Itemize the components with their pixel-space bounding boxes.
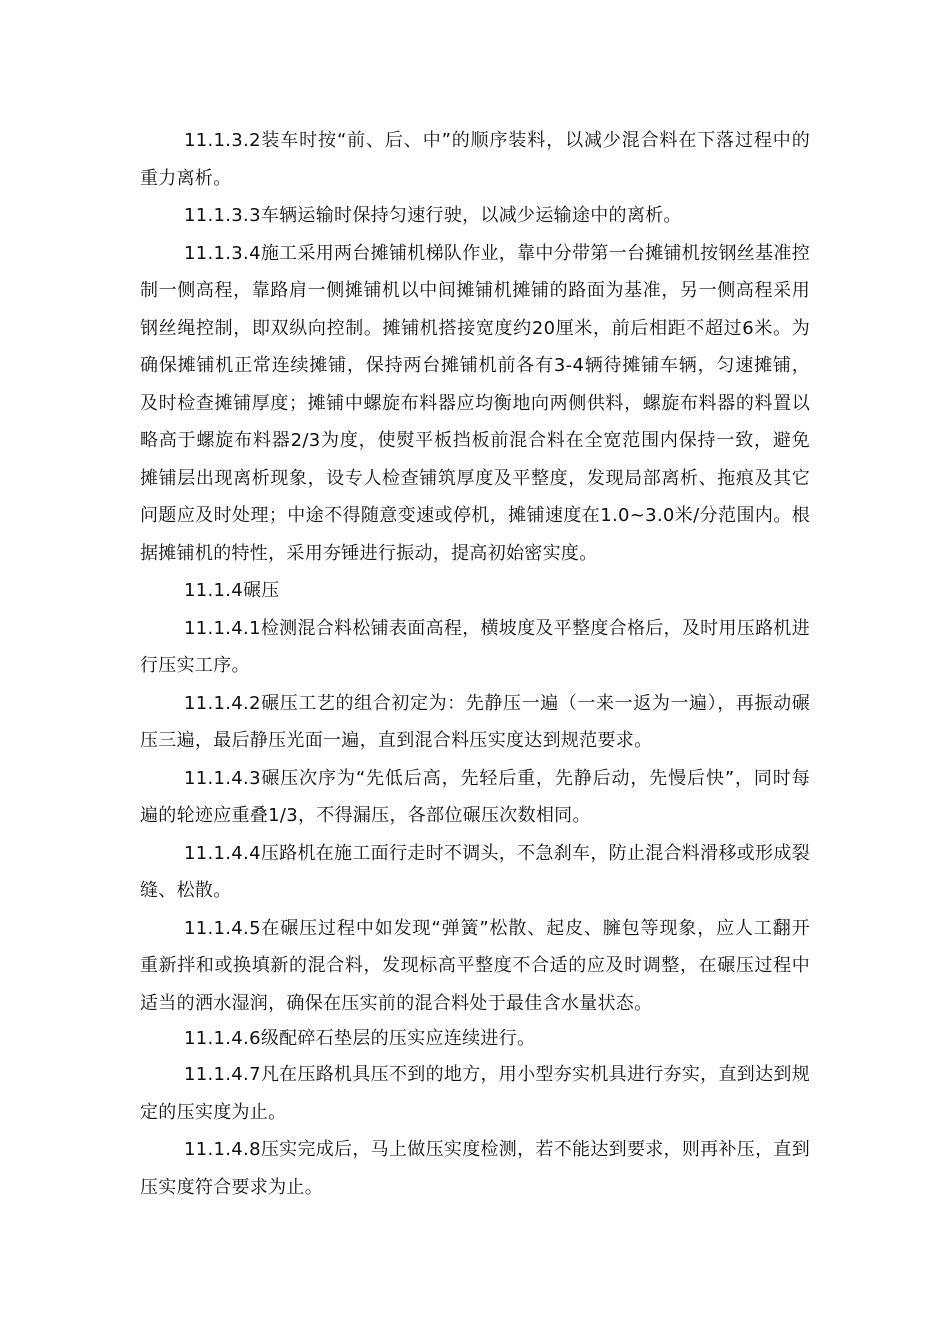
paragraph-11-1-4-6: 11.1.4.6级配碎石垫层的压实应连续进行。 [184,1028,536,1049]
paragraph-11-1-4-5: 11.1.4.5在碾压过程中如发现“弹簧”松散、起皮、臃包等现象，应人工翻开重新拌和或换填新的混合料，发现标高平整度不合适的应及时调整，在碾压过程中适当的洒水湿润，确保在压实前的混合料处于最佳含水量状态。 [140,917,810,1014]
document-page [140,122,810,1206]
paragraph-11-1-4-7: 11.1.4.7凡在压路机具压不到的地方，用小型夯实机具进行夯实，直到达到规定的压实度为止。 [140,1064,810,1123]
paragraph-11-1-4-1: 11.1.4.1检测混合料松铺表面高程，横坡度及平整度合格后，及时用压路机进行压实工序。 [140,617,810,676]
paragraph-11-1-3-3: 11.1.3.3车辆运输时保持匀速行驶，以减少运输途中的离析。 [184,205,682,226]
paragraph-11-1-3-4: 11.1.3.4施工采用两台摊铺机梯队作业，靠中分带第一台摊铺机按钢丝基准控制一侧高程，靠路肩一侧摊铺机以中间摊铺机摊铺的路面为基准，另一侧高程采用钢丝绳控制，即双纵向控制。摊铺机搭接宽度约20厘米，前后相距不超过6米。为确保摊铺机正常连续摊铺，保持两台摊铺机前各有3-4辆待摊铺车辆，匀速摊铺，及时检查摊铺厚度；摊铺中螺旋布料器应均衡地向两侧供料，螺旋布料器的料置以略高于螺旋布料器2/3为度，使熨平板挡板前混合料在全宽范围内保持一致，避免摊铺层出现离析现象，设专人检查铺筑厚度及平整度，发现局部离析、拖痕及其它问题应及时处理；中途不得随意变速或停机，摊铺速度在1.0~3.0米/分范围内。根据摊铺机的特性，采用夯锤进行振动，提高初始密实度。 [140,242,810,564]
paragraph-11-1-3-2: 11.1.3.2装车时按“前、后、中”的顺序装料，以减少混合料在下落过程中的重力离析。 [140,130,810,189]
paragraph-11-1-4-3: 11.1.4.3碾压次序为“先低后高，先轻后重，先静后动，先慢后快”，同时每遍的轮迹应重叠1/3，不得漏压，各部位碾压次数相同。 [140,767,810,826]
paragraph-11-1-4-2: 11.1.4.2碾压工艺的组合初定为：先静压一遍（一来一返为一遍），再振动碾压三遍，最后静压光面一遍，直到混合料压实度达到规范要求。 [140,692,810,751]
paragraph-11-1-4-8: 11.1.4.8压实完成后，马上做压实度检测，若不能达到要求，则再补压，直到压实度符合要求为止。 [140,1139,810,1198]
paragraph-11-1-4-4: 11.1.4.4压路机在施工面行走时不调头，不急刹车，防止混合料滑移或形成裂缝、松散。 [140,842,810,901]
section-heading-11-1-4: 11.1.4碾压 [184,580,280,601]
